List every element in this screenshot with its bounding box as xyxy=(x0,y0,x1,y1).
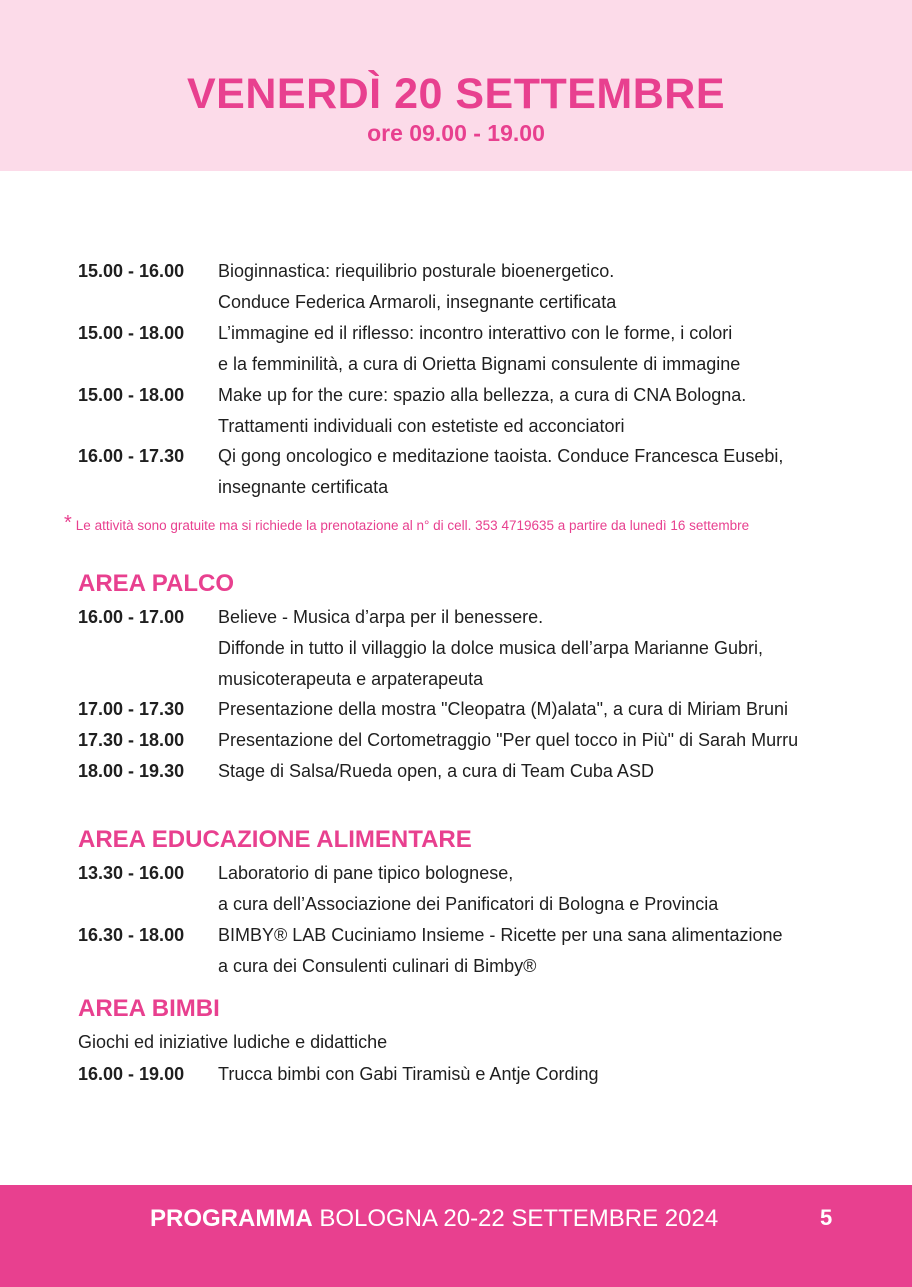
schedule-description xyxy=(218,602,878,695)
footer-program-rest: BOLOGNA 20-22 SETTEMBRE 2024 xyxy=(312,1205,719,1232)
footer-program xyxy=(150,1205,718,1233)
schedule-time: 16.00 - 19.00 xyxy=(78,1064,185,1084)
description-line: musicoterapeuta e arpaterapeuta xyxy=(218,669,484,689)
description-line: Presentazione del Cortometraggio "Per quel tocco in Più" di Sarah Murru xyxy=(218,730,799,750)
schedule-description xyxy=(218,920,878,982)
description-line: a cura dei Consulenti culinari di Bimby® xyxy=(218,956,537,976)
schedule-time: 13.30 - 16.00 xyxy=(78,863,185,883)
description-line: Stage di Salsa/Rueda open, a cura di Team Cuba ASD xyxy=(218,761,654,781)
page-header xyxy=(0,0,912,171)
schedule-description xyxy=(218,441,878,503)
area-bimbi-intro: Giochi ed iniziative ludiche e didattiche xyxy=(78,1032,388,1052)
schedule-description xyxy=(218,694,878,725)
schedule-time: 17.30 - 18.00 xyxy=(78,730,185,750)
schedule-time: 16.00 - 17.30 xyxy=(78,446,185,466)
schedule-description xyxy=(218,380,878,442)
schedule-time: 15.00 - 16.00 xyxy=(78,261,185,281)
schedule-time: 18.00 - 19.30 xyxy=(78,761,185,781)
schedule-description xyxy=(218,318,878,380)
section-title-area-palco: AREA PALCO xyxy=(78,570,234,597)
description-line: Believe - Musica d’arpa per il benessere. xyxy=(218,607,544,627)
schedule-description xyxy=(218,858,878,920)
schedule-time: 17.00 - 17.30 xyxy=(78,699,185,719)
booking-note-text: Le attività sono gratuite ma si richiede la prenotazione al n° di cell. 353 4719635 a partire da lunedì 16 settembre xyxy=(75,518,750,533)
footer-program-bold: PROGRAMMA xyxy=(150,1205,313,1232)
description-line: insegnante certificata xyxy=(218,477,389,497)
description-line: Laboratorio di pane tipico bolognese, xyxy=(218,863,514,883)
schedule-time: 16.00 - 17.00 xyxy=(78,607,185,627)
description-line: a cura dell’Associazione dei Panificatori di Bologna e Provincia xyxy=(218,894,719,914)
description-line: Trattamenti individuali con estetiste ed acconciatori xyxy=(218,416,625,436)
description-line: Presentazione della mostra "Cleopatra (M)alata", a cura di Miriam Bruni xyxy=(218,699,789,719)
page-number: 5 xyxy=(820,1205,833,1230)
description-line: Diffonde in tutto il villaggio la dolce musica dell’arpa Marianne Gubri, xyxy=(218,638,763,658)
schedule-description xyxy=(218,1059,878,1090)
opening-hours: ore 09.00 - 19.00 xyxy=(367,120,545,146)
schedule-description xyxy=(218,725,878,756)
asterisk: * xyxy=(64,512,72,534)
section-title-area-educazione: AREA EDUCAZIONE ALIMENTARE xyxy=(78,826,472,853)
description-line: Trucca bimbi con Gabi Tiramisù e Antje Cording xyxy=(218,1064,599,1084)
description-line: L’immagine ed il riflesso: incontro interattivo con le forme, i colori xyxy=(218,323,733,343)
section-title-area-bimbi: AREA BIMBI xyxy=(78,995,220,1022)
page-footer xyxy=(0,1185,912,1287)
schedule-time: 15.00 - 18.00 xyxy=(78,385,185,405)
schedule-description xyxy=(218,756,878,787)
schedule-description xyxy=(218,256,878,318)
description-line: Qi gong oncologico e meditazione taoista. Conduce Francesca Eusebi, xyxy=(218,446,784,466)
schedule-time: 16.30 - 18.00 xyxy=(78,925,185,945)
description-line: Conduce Federica Armaroli, insegnante certificata xyxy=(218,292,617,312)
description-line: BIMBY® LAB Cuciniamo Insieme - Ricette per una sana alimentazione xyxy=(218,925,783,945)
page-title: VENERDÌ 20 SETTEMBRE xyxy=(186,70,726,118)
booking-note xyxy=(64,512,749,535)
description-line: e la femminilità, a cura di Orietta Bignami consulente di immagine xyxy=(218,354,741,374)
description-line: Bioginnastica: riequilibrio posturale bioenergetico. xyxy=(218,261,615,281)
description-line: Make up for the cure: spazio alla bellezza, a cura di CNA Bologna. xyxy=(218,385,747,405)
schedule-time: 15.00 - 18.00 xyxy=(78,323,185,343)
